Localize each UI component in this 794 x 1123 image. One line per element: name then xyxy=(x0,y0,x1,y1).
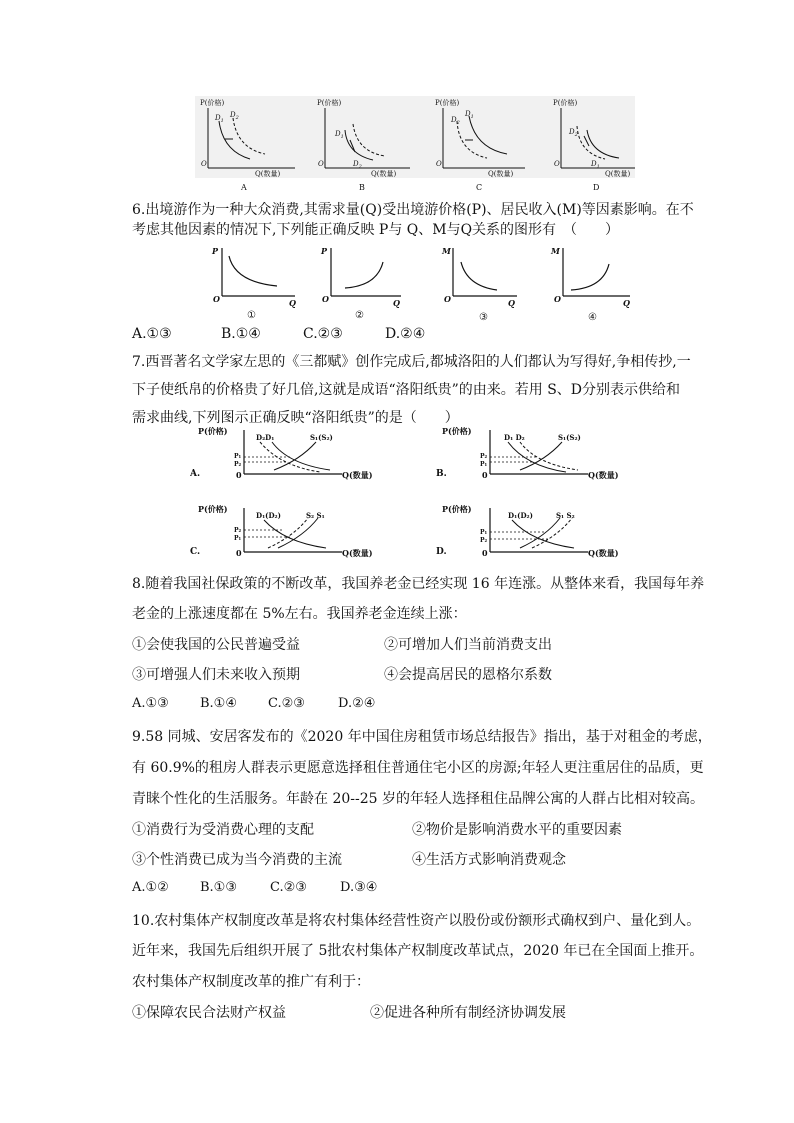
svg-text:P(价格): P(价格) xyxy=(442,504,472,514)
svg-text:O: O xyxy=(554,160,560,168)
q10-stem-line1: 10.农村集体产权制度改革是将农村集体经营性资产以股份或份额形式确权到户、量化到人。 xyxy=(132,913,701,929)
q10-stem-line3: 农村集体产权制度改革的推广有利于： xyxy=(132,974,370,990)
q6-stem-line1: 6.出境游作为一种大众消费,其需求量(Q)受出境游价格(P)、居民收入(M)等因素影响。在不 xyxy=(132,202,694,218)
q7-stem-line1: 7.西晋著名文学家左思的《三都赋》创作完成后,都城洛阳的人们都认为写得好,争相传抄,一 xyxy=(132,354,691,370)
top-graph-c-letter: C xyxy=(476,183,483,192)
q6-graphs xyxy=(205,244,645,324)
svg-text:0: 0 xyxy=(482,548,488,558)
svg-text:P: P xyxy=(321,246,328,256)
q7-graph-a-letter: A. xyxy=(190,469,201,479)
svg-text:O: O xyxy=(318,160,324,168)
svg-text:S₁(S₂): S₁(S₂) xyxy=(310,433,333,442)
top-graph-a-letter: A xyxy=(241,183,247,192)
q8-option-c: C.②③ xyxy=(268,696,305,711)
q9-stem-line2: 有 60.9%的租房人群表示更愿意选择租住普通住宅小区的房源;年轻人更注重居住的品质，更 xyxy=(132,760,704,776)
q7-graph-c xyxy=(190,504,373,558)
svg-text:D1: $D_1$ xyxy=(465,110,474,120)
svg-text:Q(数量): Q(数量) xyxy=(342,548,373,558)
svg-text:D1: $D_1$ xyxy=(215,114,224,124)
svg-text:P₂: P₂ xyxy=(234,527,242,534)
q8-option-d: D.②④ xyxy=(338,696,376,711)
svg-text:P(价格): P(价格) xyxy=(553,99,578,107)
q6-graph-2 xyxy=(320,246,401,321)
q6-option-b: B.①④ xyxy=(221,326,261,342)
svg-text:D₂D₁: D₂D₁ xyxy=(256,433,275,442)
svg-text:D₁(D₂): D₁(D₂) xyxy=(256,511,281,520)
svg-text:0: 0 xyxy=(236,470,242,480)
top-graph-a-xlabel: Q(数量) xyxy=(255,170,281,178)
top-figure-strip xyxy=(195,96,635,192)
svg-text:D1: $D_1$ xyxy=(591,160,600,170)
q9-stem-line3: 青睐个性化的生活服务。年龄在 20--25 岁的年轻人选择租住品牌公寓的人群占比相对较高。 xyxy=(132,791,704,807)
q6-graph-1 xyxy=(211,246,296,321)
svg-text:O: O xyxy=(554,294,561,304)
svg-text:O: O xyxy=(444,294,451,304)
q7-graphs xyxy=(190,424,630,559)
q7-graph-b-letter: B. xyxy=(436,469,447,479)
q8-option-a: A.①③ xyxy=(132,696,169,711)
svg-text:P₁: P₁ xyxy=(234,535,242,542)
q7-graph-d-letter: D. xyxy=(436,547,447,557)
q10-item-2: ②促进各种所有制经济协调发展 xyxy=(370,1005,566,1021)
q9-option-c: C.②③ xyxy=(270,880,307,895)
q9-option-a: A.①② xyxy=(132,880,169,895)
q6-option-d: D.②④ xyxy=(385,326,426,342)
svg-text:P(价格): P(价格) xyxy=(442,426,472,436)
q8-item-1: ①会使我国的公民普遍受益 xyxy=(132,637,300,653)
svg-text:P(价格): P(价格) xyxy=(435,99,460,107)
svg-text:0: 0 xyxy=(482,470,488,480)
svg-text:P₁: P₁ xyxy=(480,461,488,468)
svg-text:O: O xyxy=(201,160,207,168)
q7-graph-c-letter: C. xyxy=(190,547,201,557)
svg-text:D2: $D_2$ xyxy=(230,111,239,121)
demand-shift-graphs xyxy=(195,96,635,192)
svg-text:0: 0 xyxy=(236,548,242,558)
q7-graph-d xyxy=(436,504,619,558)
svg-text:Q(数量): Q(数量) xyxy=(342,470,373,480)
top-graph-b-letter: B xyxy=(359,183,365,192)
svg-text:Q(数量): Q(数量) xyxy=(588,470,619,480)
svg-text:P(价格): P(价格) xyxy=(198,504,228,514)
svg-text:O: O xyxy=(436,160,442,168)
q7-graph-a xyxy=(190,426,373,480)
svg-text:P₂: P₂ xyxy=(480,537,488,544)
svg-text:D₁(D₂): D₁(D₂) xyxy=(508,511,533,520)
q8-option-b: B.①④ xyxy=(200,696,237,711)
q8-item-4: ④会提高居民的恩格尔系数 xyxy=(384,667,552,683)
svg-text:S₂ S₁: S₂ S₁ xyxy=(306,511,325,520)
svg-text:Q(数量): Q(数量) xyxy=(371,170,397,178)
svg-text:M: M xyxy=(442,246,451,256)
svg-text:D2: $D_2$ xyxy=(353,160,362,170)
svg-text:Q(数量): Q(数量) xyxy=(488,170,514,178)
svg-text:P₁: P₁ xyxy=(480,529,488,536)
svg-text:O: O xyxy=(322,294,329,304)
svg-text:O: O xyxy=(213,294,220,304)
svg-text:Q: Q xyxy=(289,298,296,308)
svg-text:D2: $D_2$ xyxy=(569,128,578,138)
q7-stem-line3: 需求曲线,下列图示正确反映“洛阳纸贵”的是（ ） xyxy=(132,410,459,426)
q6-graph-3-label: ③ xyxy=(479,312,488,323)
svg-text:Q(数量): Q(数量) xyxy=(605,170,631,178)
svg-text:S₁ S₂: S₁ S₂ xyxy=(556,511,575,520)
svg-text:D1: $D_1$ xyxy=(335,130,344,140)
top-graph-a-ylabel: P(价格) xyxy=(200,99,225,107)
svg-text:P₂: P₂ xyxy=(480,453,488,460)
q8-item-3: ③可增强人们未来收入预期 xyxy=(132,667,300,683)
q8-stem-line1: 8.随着我国社保政策的不断改革，我国养老金已经实现 16 年连涨。从整体来看，我国每年养 xyxy=(132,576,705,592)
q8-stem-line2: 老金的上涨速度都在 5%左右。我国养老金连续上涨： xyxy=(132,606,467,622)
q7-stem-line2: 下子使纸帛的价格贵了好几倍,这就是成语“洛阳纸贵”的由来。若用 S、D分别表示供给和 xyxy=(132,382,681,398)
q7-graph-b xyxy=(436,426,619,480)
q6-graph-4-label: ④ xyxy=(588,312,597,323)
svg-text:Q: Q xyxy=(623,298,630,308)
svg-text:S₁(S₂): S₁(S₂) xyxy=(558,433,581,442)
svg-text:Q(数量): Q(数量) xyxy=(588,548,619,558)
q6-option-c: C.②③ xyxy=(303,326,343,342)
q10-stem-line2: 近年来，我国先后组织开展了 5批农村集体产权制度改革试点，2020 年已在全国面上推开。 xyxy=(132,943,704,959)
svg-text:M: M xyxy=(551,246,560,256)
svg-text:P: P xyxy=(212,246,219,256)
q6-graph-3 xyxy=(441,246,517,323)
q9-option-d: D.③④ xyxy=(340,880,378,895)
svg-text:Q: Q xyxy=(393,298,400,308)
q6-graph-2-label: ② xyxy=(355,310,364,321)
svg-text:Q: Q xyxy=(508,298,515,308)
q9-item-3: ③个性消费已成为当今消费的主流 xyxy=(132,852,342,868)
svg-text:P₂: P₂ xyxy=(234,461,242,468)
svg-text:P₁: P₁ xyxy=(234,453,242,460)
q6-graph-4 xyxy=(550,246,630,323)
q6-graph-1-label: ① xyxy=(247,310,256,321)
q9-stem-line1: 9.58 同城、安居客发布的《2020 年中国住房租赁市场总结报告》指出，基于对租金的考虑， xyxy=(132,729,712,745)
q9-item-2: ②物价是影响消费水平的重要因素 xyxy=(412,822,622,838)
svg-text:D₁ D₂: D₁ D₂ xyxy=(504,433,525,442)
top-graph-d-letter: D xyxy=(593,183,600,192)
q10-item-1: ①保障农民合法财产权益 xyxy=(132,1005,286,1021)
q6-option-a: A.①③ xyxy=(132,326,172,342)
q8-item-2: ②可增加人们当前消费支出 xyxy=(384,637,552,653)
q6-stem-line2: 考虑其他因素的情况下,下列能正确反映 P与 Q、M与Q关系的图形有 （ ） xyxy=(132,222,620,238)
svg-text:D2: $D_2$ xyxy=(451,116,460,126)
q9-item-4: ④生活方式影响消费观念 xyxy=(412,852,566,868)
svg-text:P(价格): P(价格) xyxy=(198,426,228,436)
q9-option-b: B.①③ xyxy=(200,880,237,895)
q9-item-1: ①消费行为受消费心理的支配 xyxy=(132,822,314,838)
svg-text:P(价格): P(价格) xyxy=(317,99,342,107)
